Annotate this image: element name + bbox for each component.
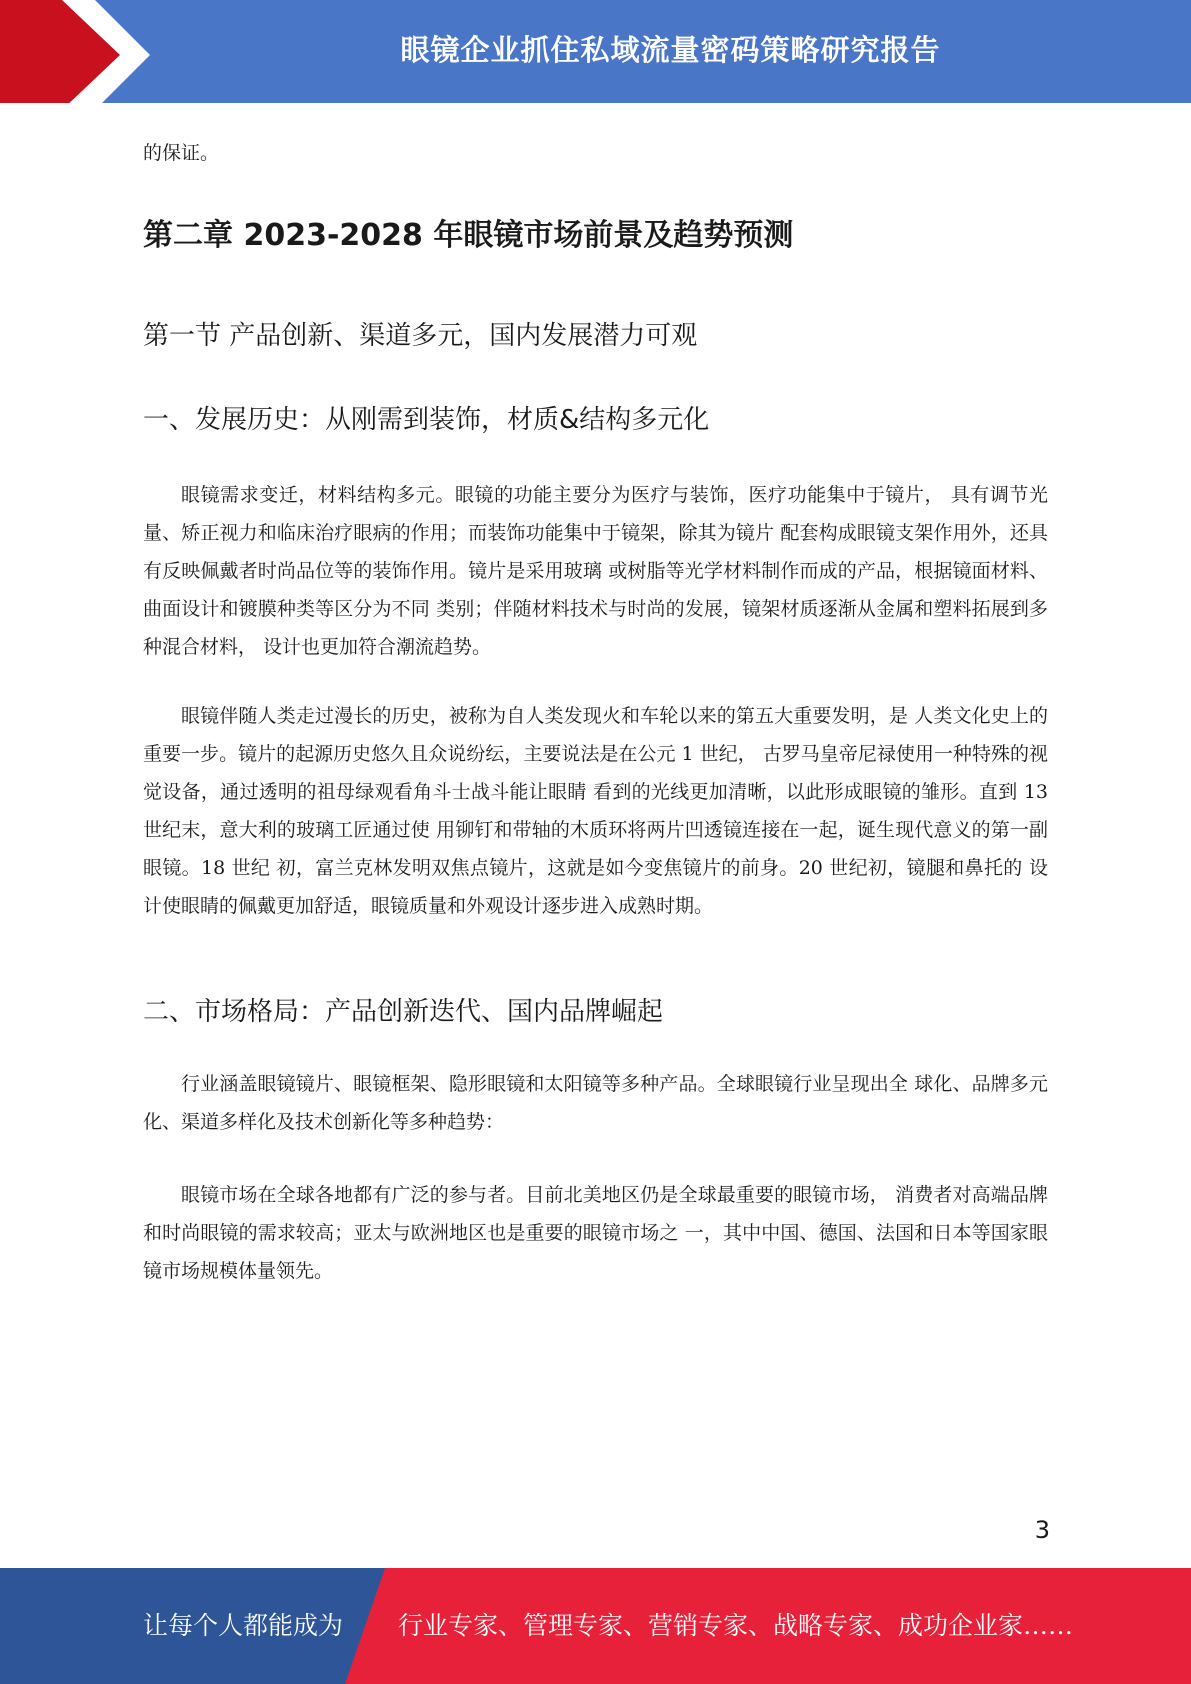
paragraph-history: 眼镜伴随人类走过漫长的历史，被称为自人类发现火和车轮以来的第五大重要发明，是 人类文化史上的重要一步。镜片的起源历史悠久且众说纷纭，主要说法是在公元 1 世纪， 古罗马皇帝尼禄使用一种特殊的视觉设备，通过透明的祖母绿观看角斗士战斗能让眼睛 看到的光线更加清晰，以此形成眼镜的雏形。直到 13 世纪末，意大利的玻璃工匠通过使 用铆钉和带轴的木质环将两片凹透镜连接在一起，诞生现代意义的第一副眼镜。18 世纪 初，富兰克林发明双焦点镜片，这就是如今变焦镜片的前身。20 世纪初，镜腿和鼻托的 设计使眼睛的佩戴更加舒适，眼镜质量和外观设计逐步进入成熟时期。	[143, 705, 1048, 917]
report-title: 眼镜企业抓住私域流量密码策略研究报告	[400, 33, 941, 67]
footer-slogan-right: 行业专家、管理专家、营销专家、战略专家、成功企业家……	[398, 1611, 1074, 1640]
subsection-title-history: 一、发展历史：从刚需到装饰，材质&结构多元化	[143, 405, 710, 435]
page-footer	[0, 1568, 1191, 1684]
subsection-title-market: 二、市场格局：产品创新迭代、国内品牌崛起	[143, 997, 664, 1027]
chapter-title: 第二章 2023-2028 年眼镜市场前景及趋势预测	[143, 218, 794, 253]
continued-text: 的保证。	[143, 142, 220, 164]
page-number: 3	[1034, 1516, 1050, 1544]
paragraph-materials: 眼镜需求变迁，材料结构多元。眼镜的功能主要分为医疗与装饰，医疗功能集中于镜片， 具有调节光量、矫正视力和临床治疗眼病的作用；而装饰功能集中于镜架，除其为镜片 配套构成眼镜支架作用外，还具有反映佩戴者时尚品位等的装饰作用。镜片是采用玻璃 或树脂等光学材料制作而成的产品，根据镜面材料、曲面设计和镀膜种类等区分为不同 类别；伴随材料技术与时尚的发展，镜架材质逐渐从金属和塑料拓展到多种混合材料， 设计也更加符合潮流趋势。	[143, 484, 1048, 658]
page-header	[0, 0, 1191, 110]
paragraph-global-market: 眼镜市场在全球各地都有广泛的参与者。目前北美地区仍是全球最重要的眼镜市场， 消费者对高端品牌和时尚眼镜的需求较高；亚太与欧洲地区也是重要的眼镜市场之 一，其中中国、德国、法国和日本等国家眼镜市场规模体量领先。	[143, 1184, 1048, 1282]
section-title: 第一节 产品创新、渠道多元，国内发展潜力可观	[143, 321, 698, 351]
paragraph-industry: 行业涵盖眼镜镜片、眼镜框架、隐形眼镜和太阳镜等多种产品。全球眼镜行业呈现出全 球化、品牌多元化、渠道多样化及技术创新化等多种趋势：	[143, 1073, 1048, 1133]
footer-slogan-left: 让每个人都能成为	[143, 1611, 344, 1640]
